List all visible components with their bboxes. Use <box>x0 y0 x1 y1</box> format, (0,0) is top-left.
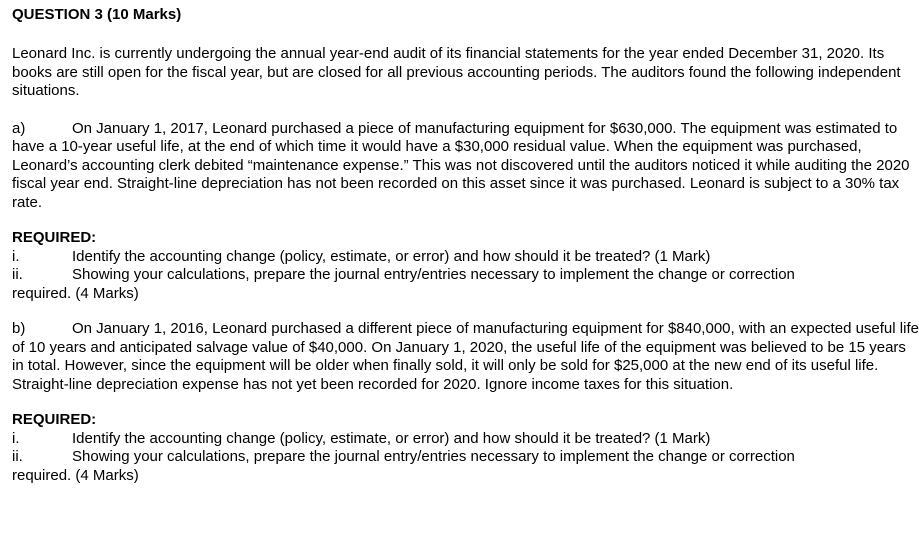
part-b-label: b) <box>12 320 26 337</box>
item-text: Showing your calculations, prepare the journal entry/entries necessary to implement the change or correction <box>72 448 795 465</box>
intro-paragraph: Leonard Inc. is currently undergoing the annual year-end audit of its financial statements for the year ended December 31, 2020. Its books are still open for the fiscal year, but are closed for all previous accounting periods. The auditors found the following independent situations. <box>12 45 901 99</box>
part-a-required-tail: required. (4 Marks) <box>12 284 139 302</box>
part-a-paragraph <box>12 120 919 213</box>
part-a-text: On January 1, 2017, Leonard purchased a piece of manufacturing equipment for $630,000. The equipment was estimated to have a 10-year useful life, at the end of which time it would have a $30,000 residual value. When the equipment was purchased, Leonard’s accounting clerk debited “maintenance expense.” This was not discovered until the auditors noticed it while auditing the 2020 fiscal year end. Straight-line depreciation has not been recorded on this asset since it was purchased. Leonard is subject to a 30% tax rate. <box>12 119 910 211</box>
part-a-item-1 <box>12 248 919 267</box>
part-b-required-tail: required. (4 Marks) <box>12 466 139 484</box>
part-b-paragraph <box>12 320 919 394</box>
part-a-required-heading: REQUIRED: <box>12 229 97 246</box>
question-title: QUESTION 3 (10 Marks) <box>12 6 182 23</box>
item-number: i. <box>12 247 20 265</box>
part-b-text: On January 1, 2016, Leonard purchased a different piece of manufacturing equipment for $840,000, with an expected useful life of 10 years and anticipated salvage value of $40,000. On January 1, 2020, the useful life of the equipment was believed to be 15 years in total. However, since the equipment will be older when finally sold, it will only be sold for $25,000 at the new end of its useful life. Straight-line depreciation expense has not yet been recorded for 2020. Ignore income taxes for this situation. <box>12 320 919 393</box>
item-number: i. <box>12 429 20 447</box>
part-b-required-heading: REQUIRED: <box>12 411 97 428</box>
item-number: ii. <box>12 448 23 465</box>
part-a-item-2 <box>12 266 919 285</box>
item-number: ii. <box>12 266 23 283</box>
part-b-item-2 <box>12 448 919 467</box>
item-text: Identify the accounting change (policy, estimate, or error) and how should it be treated? (1 Mark) <box>72 247 711 265</box>
part-b-item-1 <box>12 430 919 449</box>
part-a-label: a) <box>12 119 26 137</box>
item-text: Identify the accounting change (policy, estimate, or error) and how should it be treated? (1 Mark) <box>72 429 711 447</box>
item-text: Showing your calculations, prepare the journal entry/entries necessary to implement the change or correction <box>72 266 795 283</box>
